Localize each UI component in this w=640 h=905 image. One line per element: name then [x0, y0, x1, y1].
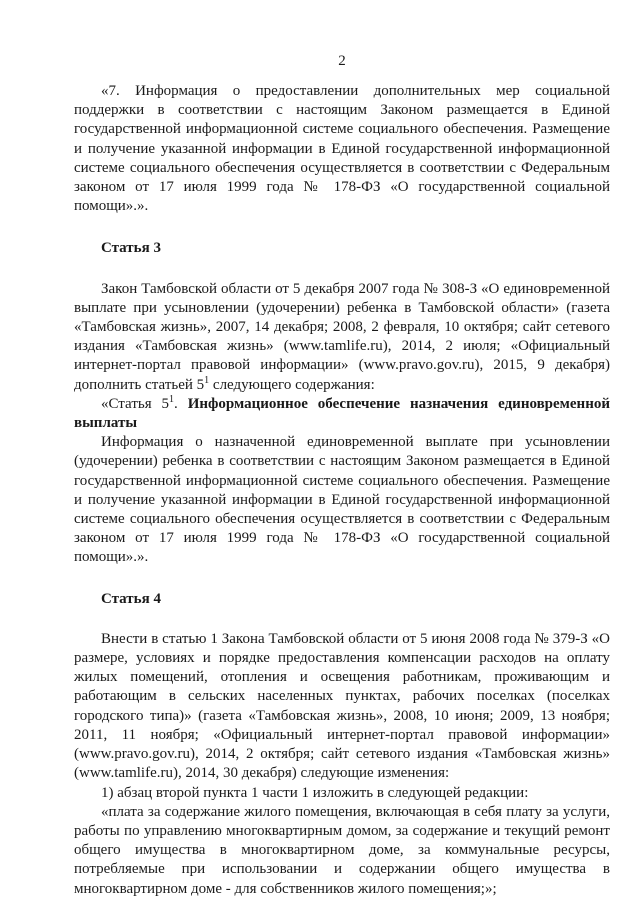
article3-intro-text-end: следующего содержания:: [209, 376, 375, 393]
new-article-title-text: Информационное обеспечение назначения единовременной выплаты: [74, 395, 610, 432]
new-article-dot: .: [174, 395, 178, 412]
article3-intro-text: Закон Тамбовской области от 5 декабря 2007 года № 308-З «О единовременной выплате при усыновлении (удочерении) ребенка в Тамбовской области» (газета «Тамбовская жизнь», 2007, 14 декабря; 2008, 2 февраля, 10 октября; сайт сетевого издания «Тамбовская жизнь» (www.tamlife.ru), 2014, 2 июля; «Официальный интернет-портал правовой информации» (www.pravo.gov.ru), 2015, 9 декабря) дополнить статьей 5: [74, 280, 610, 393]
document-body: [74, 82, 610, 899]
article3-heading: Статья 3: [101, 240, 161, 257]
new-article-text: Информация о назначенной единовременной выплате при усыновлении (удочерении) ребенка в соответствии с настоящим Законом размещается в Единой государственной информационной системе социального обеспечения. Размещение и получение указанной информации в Единой государственной информационной системе социального обеспечения осуществляется в соответствии с Федеральным законом от 17 июля 1999 года № 178-ФЗ «О государственной социальной помощи».».: [74, 434, 610, 566]
new-article-sup: 1: [169, 393, 175, 405]
article4-heading: Статья 4: [101, 590, 161, 607]
article4-intro: Внести в статью 1 Закона Тамбовской области от 5 июня 2008 года № 379-З «О размере, условиях и порядке предоставления компенсации расходов на оплату жилых помещений, отопления и освещения работникам, проживающим и работающим в сельских населенных пунктах, рабочих поселках (поселках городского типа)» (газета «Тамбовская жизнь», 2008, 10 июня; 2009, 13 ноября; 2011, 11 ноября; «Официальный интернет-портал правовой информации» (www.pravo.gov.ru), 2014, 2 октября; сайт сетевого издания «Тамбовская жизнь» (www.tamlife.ru), 2014, 30 декабря) следующие изменения:: [74, 630, 610, 782]
article2-paragraph-7: «7. Информация о предоставлении дополнительных мер социальной поддержки в соответствии с настоящим Законом размещается в Единой государственной информационной системе социального обеспечения. Размещение и получение указанной информации в Единой государственной информационной системе социального обеспечения осуществляется в соответствии с Федеральным законом от 17 июля 1999 года № 178-ФЗ «О государственной социальной помощи».».: [74, 83, 610, 215]
article3-intro: [74, 280, 610, 395]
article3-intro-sup: 1: [204, 374, 210, 386]
page-number: 2: [338, 53, 346, 69]
article4-item1: 1) абзац второй пункта 1 части 1 изложить в следующей редакции:: [101, 784, 529, 801]
new-article-title: [74, 395, 610, 433]
new-article-prefix: «Статья 5: [101, 395, 170, 412]
article4-item1-quote: «плата за содержание жилого помещения, включающая в себя плату за услуги, работы по управлению многоквартирным домом, за содержание и текущий ремонт общего имущества в многоквартирном доме, за коммунальные ресурсы, потребляемые при использовании и содержании общего имущества в многоквартирном доме - для собственников жилого помещения;»;: [74, 803, 610, 897]
